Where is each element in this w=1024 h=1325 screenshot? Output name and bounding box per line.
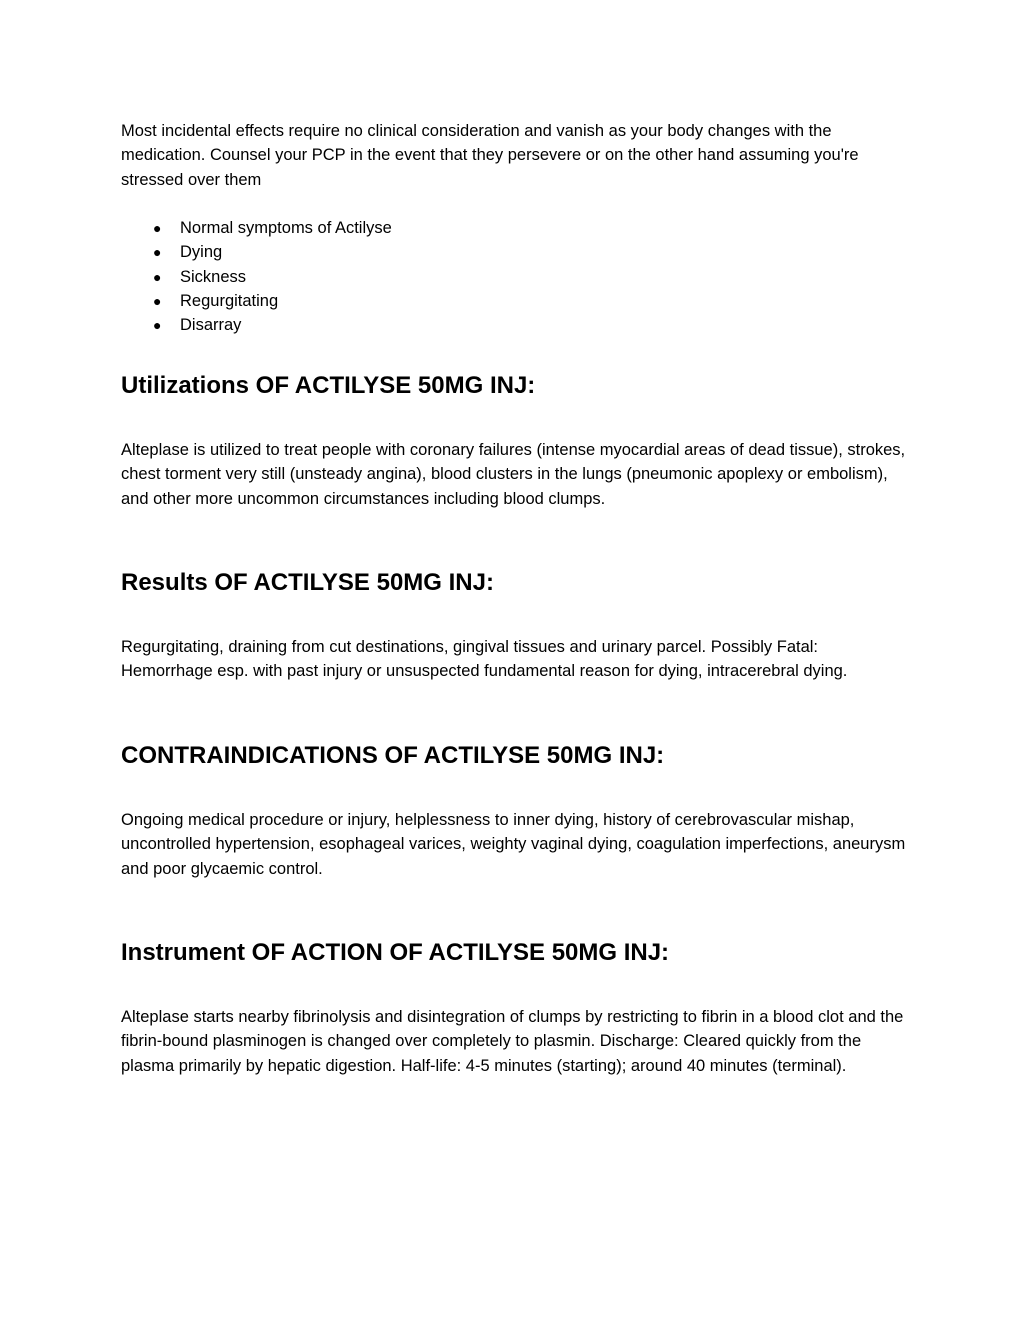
- list-item: [121, 289, 392, 313]
- intro-paragraph: Most incidental effects require no clinical consideration and vanish as your body changes with the medication. Counsel your PCP in the event that they persevere or on the other hand assuming you're stressed over them: [121, 122, 859, 189]
- bullet-icon: ●: [153, 317, 162, 334]
- section-body-results: Regurgitating, draining from cut destinations, gingival tissues and urinary parcel. Possibly Fatal: Hemorrhage esp. with past injury or unsuspected fundamental reason for dying, intracerebral dying.: [121, 638, 848, 681]
- section-heading-mechanism: Instrument OF ACTION OF ACTILYSE 50MG INJ:: [121, 939, 670, 966]
- list-item: [121, 265, 392, 289]
- list-item-text: Regurgitating: [180, 291, 279, 310]
- symptom-list: [121, 216, 392, 337]
- section-body-utilizations: Alteplase is utilized to treat people with coronary failures (intense myocardial areas of dead tissue), strokes, chest torment very still (unsteady angina), blood clusters in the lungs (pneumonic apoplexy or embolism), and other more uncommon circumstances including blood clumps.: [121, 441, 906, 508]
- section-heading-utilizations: Utilizations OF ACTILYSE 50MG INJ:: [121, 372, 536, 399]
- section-body-mechanism: Alteplase starts nearby fibrinolysis and disintegration of clumps by restricting to fibrin in a blood clot and the fibrin-bound plasminogen is changed over completely to plasmin. Discharge: Cleared quickly from the plasma primarily by hepatic digestion. Half-life: 4-5 minutes (starting); around 40 minutes (terminal).: [121, 1008, 904, 1075]
- section-heading-results: Results OF ACTILYSE 50MG INJ:: [121, 569, 494, 596]
- list-item-text: Disarray: [180, 316, 242, 335]
- bullet-icon: ●: [153, 220, 162, 236]
- list-item: [121, 313, 392, 337]
- bullet-icon: ●: [153, 292, 162, 309]
- section-heading-contraindications: CONTRAINDICATIONS OF ACTILYSE 50MG INJ:: [121, 742, 665, 769]
- bullet-icon: ●: [153, 268, 162, 285]
- list-item-text: Sickness: [180, 267, 247, 286]
- list-item-text: Normal symptoms of Actilyse: [180, 219, 392, 237]
- section-body-contraindications: Ongoing medical procedure or injury, helplessness to inner dying, history of cerebrovascular mishap, uncontrolled hypertension, esophageal varices, weighty vaginal dying, coagulation imperfections, aneurysm and poor glycaemic control.: [121, 811, 906, 878]
- list-item: [121, 216, 392, 240]
- bullet-icon: ●: [153, 244, 162, 261]
- list-item: [121, 240, 392, 264]
- list-item-text: Dying: [180, 243, 223, 262]
